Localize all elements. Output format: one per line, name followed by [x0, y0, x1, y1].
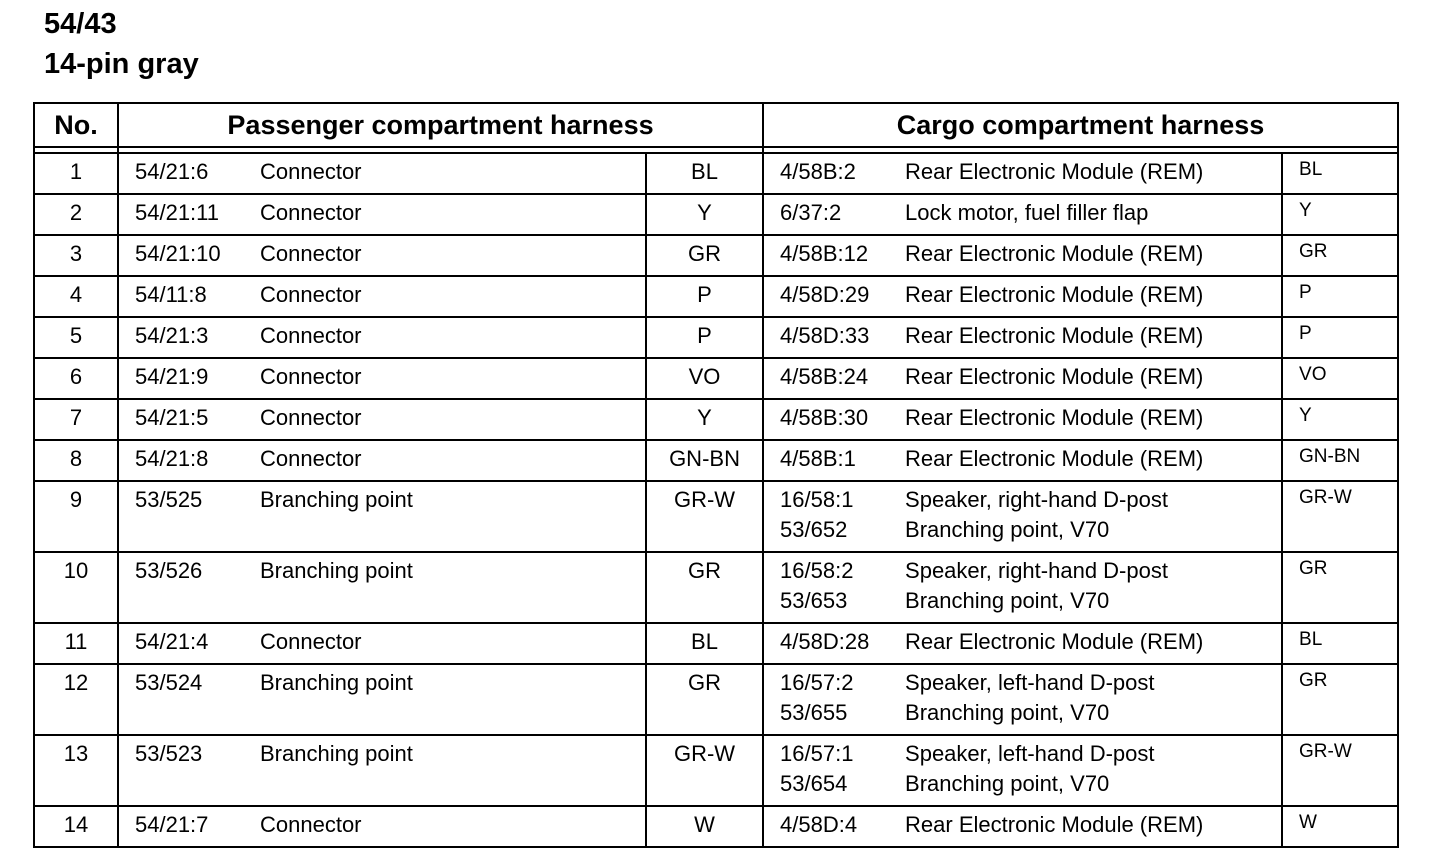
passenger-terminal-id: 53/523 — [118, 735, 260, 806]
header-passenger-harness: Passenger compartment harness — [118, 103, 763, 147]
cargo-terminal-id-line: 53/654 — [780, 771, 848, 796]
passenger-wire-color: GR — [646, 552, 763, 623]
cargo-component — [905, 153, 1282, 194]
table-row — [34, 806, 1398, 847]
cargo-terminal-id-line: 16/57:1 — [780, 741, 854, 766]
pin-number: 5 — [34, 317, 118, 358]
passenger-terminal-id: 54/11:8 — [118, 276, 260, 317]
cargo-component-line: Lock motor, fuel filler flap — [905, 200, 1149, 225]
pin-number: 8 — [34, 440, 118, 481]
passenger-wire-color: GR-W — [646, 481, 763, 552]
cargo-wire-color: BL — [1282, 623, 1398, 664]
cargo-component-line: Branching point, V70 — [905, 517, 1110, 542]
cargo-terminal-id — [763, 358, 905, 399]
pin-number: 7 — [34, 399, 118, 440]
cargo-component-line: Branching point, V70 — [905, 771, 1110, 796]
table-row — [34, 276, 1398, 317]
cargo-component-line: Rear Electronic Module (REM) — [905, 282, 1204, 307]
table-row — [34, 399, 1398, 440]
cargo-component — [905, 194, 1282, 235]
passenger-component: Branching point — [260, 664, 646, 735]
cargo-component — [905, 440, 1282, 481]
cargo-component — [905, 481, 1282, 552]
table-row — [34, 664, 1398, 735]
cargo-component-line: Speaker, left-hand D-post — [905, 741, 1155, 766]
pin-number: 1 — [34, 153, 118, 194]
passenger-component: Connector — [260, 399, 646, 440]
cargo-wire-color: GR — [1282, 664, 1398, 735]
pin-number: 9 — [34, 481, 118, 552]
connector-id-title: 54/43 — [44, 8, 117, 40]
cargo-component — [905, 317, 1282, 358]
cargo-terminal-id — [763, 806, 905, 847]
pin-number: 3 — [34, 235, 118, 276]
table-body — [34, 153, 1398, 847]
table-row — [34, 552, 1398, 623]
pin-table — [33, 102, 1399, 848]
passenger-wire-color: Y — [646, 194, 763, 235]
cargo-wire-color: P — [1282, 317, 1398, 358]
cargo-terminal-id — [763, 153, 905, 194]
cargo-wire-color: Y — [1282, 194, 1398, 235]
cargo-component — [905, 552, 1282, 623]
passenger-terminal-id: 53/524 — [118, 664, 260, 735]
cargo-component-line: Rear Electronic Module (REM) — [905, 812, 1204, 837]
passenger-wire-color: Y — [646, 399, 763, 440]
cargo-terminal-id — [763, 623, 905, 664]
cargo-terminal-id — [763, 481, 905, 552]
cargo-terminal-id — [763, 317, 905, 358]
passenger-terminal-id: 54/21:11 — [118, 194, 260, 235]
passenger-component: Connector — [260, 440, 646, 481]
passenger-component: Connector — [260, 358, 646, 399]
table-row — [34, 735, 1398, 806]
cargo-wire-color: P — [1282, 276, 1398, 317]
cargo-component — [905, 399, 1282, 440]
passenger-terminal-id: 54/21:6 — [118, 153, 260, 194]
table-row — [34, 481, 1398, 552]
passenger-terminal-id: 54/21:7 — [118, 806, 260, 847]
passenger-wire-color: VO — [646, 358, 763, 399]
passenger-terminal-id: 54/21:9 — [118, 358, 260, 399]
pin-number: 13 — [34, 735, 118, 806]
passenger-wire-color: GR — [646, 664, 763, 735]
cargo-terminal-id-line: 4/58B:2 — [780, 159, 856, 184]
cargo-terminal-id — [763, 235, 905, 276]
cargo-terminal-id-line: 4/58B:12 — [780, 241, 869, 266]
cargo-terminal-id-line: 4/58B:24 — [780, 364, 869, 389]
cargo-terminal-id-line: 53/653 — [780, 588, 848, 613]
pin-number: 10 — [34, 552, 118, 623]
cargo-component-line: Rear Electronic Module (REM) — [905, 241, 1204, 266]
passenger-terminal-id: 54/21:3 — [118, 317, 260, 358]
table-row — [34, 317, 1398, 358]
pin-number: 4 — [34, 276, 118, 317]
passenger-component: Connector — [260, 276, 646, 317]
cargo-terminal-id-line: 4/58D:33 — [780, 323, 870, 348]
passenger-component: Branching point — [260, 552, 646, 623]
cargo-terminal-id-line: 16/58:2 — [780, 558, 854, 583]
cargo-component — [905, 235, 1282, 276]
cargo-component-line: Rear Electronic Module (REM) — [905, 159, 1204, 184]
cargo-terminal-id — [763, 399, 905, 440]
cargo-wire-color: GR — [1282, 552, 1398, 623]
passenger-terminal-id: 54/21:10 — [118, 235, 260, 276]
pin-number: 6 — [34, 358, 118, 399]
passenger-component: Connector — [260, 806, 646, 847]
cargo-terminal-id — [763, 664, 905, 735]
passenger-component: Branching point — [260, 481, 646, 552]
table-row — [34, 153, 1398, 194]
cargo-terminal-id-line: 4/58D:28 — [780, 629, 870, 654]
cargo-component-line: Rear Electronic Module (REM) — [905, 323, 1204, 348]
passenger-component: Branching point — [260, 735, 646, 806]
pin-number: 14 — [34, 806, 118, 847]
passenger-component: Connector — [260, 623, 646, 664]
cargo-component — [905, 806, 1282, 847]
connector-description-title: 14-pin gray — [44, 48, 199, 80]
cargo-terminal-id-line: 16/58:1 — [780, 487, 854, 512]
cargo-component-line: Rear Electronic Module (REM) — [905, 364, 1204, 389]
cargo-wire-color: BL — [1282, 153, 1398, 194]
passenger-wire-color: GR-W — [646, 735, 763, 806]
passenger-wire-color: P — [646, 317, 763, 358]
cargo-terminal-id — [763, 194, 905, 235]
table-header-row — [34, 103, 1398, 147]
cargo-wire-color: W — [1282, 806, 1398, 847]
table-row — [34, 235, 1398, 276]
cargo-terminal-id — [763, 735, 905, 806]
passenger-terminal-id: 54/21:5 — [118, 399, 260, 440]
passenger-component: Connector — [260, 235, 646, 276]
passenger-component: Connector — [260, 194, 646, 235]
cargo-terminal-id-line: 4/58D:29 — [780, 282, 870, 307]
cargo-component-line: Speaker, right-hand D-post — [905, 558, 1168, 583]
pin-number: 12 — [34, 664, 118, 735]
header-no: No. — [34, 103, 118, 147]
passenger-wire-color: GN-BN — [646, 440, 763, 481]
cargo-component — [905, 276, 1282, 317]
passenger-wire-color: P — [646, 276, 763, 317]
passenger-wire-color: GR — [646, 235, 763, 276]
passenger-terminal-id: 53/525 — [118, 481, 260, 552]
cargo-component — [905, 664, 1282, 735]
pin-number: 11 — [34, 623, 118, 664]
passenger-wire-color: BL — [646, 623, 763, 664]
table-row — [34, 440, 1398, 481]
cargo-component — [905, 623, 1282, 664]
table-row — [34, 358, 1398, 399]
cargo-terminal-id — [763, 276, 905, 317]
passenger-component: Connector — [260, 153, 646, 194]
table-row — [34, 623, 1398, 664]
cargo-component-line: Rear Electronic Module (REM) — [905, 446, 1204, 471]
cargo-wire-color: VO — [1282, 358, 1398, 399]
cargo-component-line: Branching point, V70 — [905, 588, 1110, 613]
cargo-component-line: Rear Electronic Module (REM) — [905, 405, 1204, 430]
cargo-terminal-id-line: 53/655 — [780, 700, 848, 725]
passenger-component: Connector — [260, 317, 646, 358]
cargo-component — [905, 735, 1282, 806]
pin-number: 2 — [34, 194, 118, 235]
cargo-wire-color: GN-BN — [1282, 440, 1398, 481]
passenger-wire-color: W — [646, 806, 763, 847]
cargo-wire-color: GR — [1282, 235, 1398, 276]
cargo-terminal-id — [763, 440, 905, 481]
header-cargo-harness: Cargo compartment harness — [763, 103, 1398, 147]
passenger-wire-color: BL — [646, 153, 763, 194]
cargo-terminal-id — [763, 552, 905, 623]
cargo-terminal-id-line: 4/58B:1 — [780, 446, 856, 471]
cargo-component — [905, 358, 1282, 399]
passenger-terminal-id: 54/21:4 — [118, 623, 260, 664]
cargo-terminal-id-line: 4/58B:30 — [780, 405, 869, 430]
cargo-wire-color: GR-W — [1282, 735, 1398, 806]
cargo-terminal-id-line: 16/57:2 — [780, 670, 854, 695]
cargo-component-line: Rear Electronic Module (REM) — [905, 629, 1204, 654]
cargo-terminal-id-line: 53/652 — [780, 517, 848, 542]
cargo-component-line: Branching point, V70 — [905, 700, 1110, 725]
passenger-terminal-id: 53/526 — [118, 552, 260, 623]
cargo-terminal-id-line: 6/37:2 — [780, 200, 842, 225]
cargo-wire-color: GR-W — [1282, 481, 1398, 552]
cargo-component-line: Speaker, right-hand D-post — [905, 487, 1168, 512]
table-row — [34, 194, 1398, 235]
cargo-terminal-id-line: 4/58D:4 — [780, 812, 858, 837]
cargo-component-line: Speaker, left-hand D-post — [905, 670, 1155, 695]
passenger-terminal-id: 54/21:8 — [118, 440, 260, 481]
cargo-wire-color: Y — [1282, 399, 1398, 440]
